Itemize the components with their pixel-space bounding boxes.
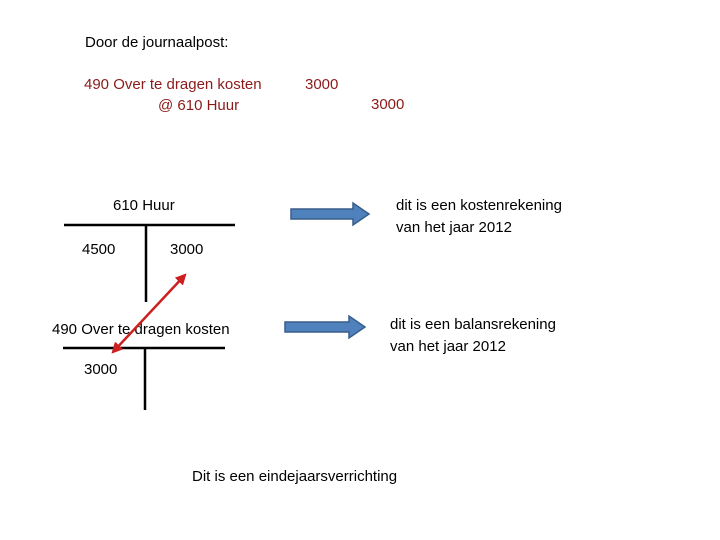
- t-account-kosten-title: 490 Over te dragen kosten: [52, 321, 230, 338]
- note-kosten-line-2: van het jaar 2012: [390, 338, 506, 355]
- note-huur-line-2: van het jaar 2012: [396, 219, 512, 236]
- journal-credit-line: @ 610 Huur: [158, 97, 240, 114]
- arrow-right-icon: [291, 203, 369, 225]
- t-account-huur-debit: 4500: [82, 241, 116, 258]
- footer-note: Dit is een eindejaarsverrichting: [192, 468, 398, 485]
- journal-credit-amount: 3000: [371, 96, 405, 113]
- t-account-huur-credit: 3000: [170, 241, 204, 258]
- note-kosten-line-1: dit is een balansrekening: [390, 316, 556, 333]
- t-account-huur-lines: [64, 225, 235, 302]
- page-title: Door de journaalpost:: [85, 34, 229, 51]
- journal-debit-line: 490 Over te dragen kosten: [84, 76, 262, 93]
- journal-debit-amount: 3000: [305, 76, 339, 93]
- arrow-right-icon: [285, 316, 365, 338]
- note-huur-line-1: dit is een kostenrekening: [396, 197, 562, 214]
- t-account-kosten-lines: [63, 348, 225, 410]
- t-account-huur-title: 610 Huur: [113, 197, 175, 214]
- double-headed-arrow-icon: [113, 275, 185, 352]
- t-account-kosten-debit: 3000: [84, 361, 118, 378]
